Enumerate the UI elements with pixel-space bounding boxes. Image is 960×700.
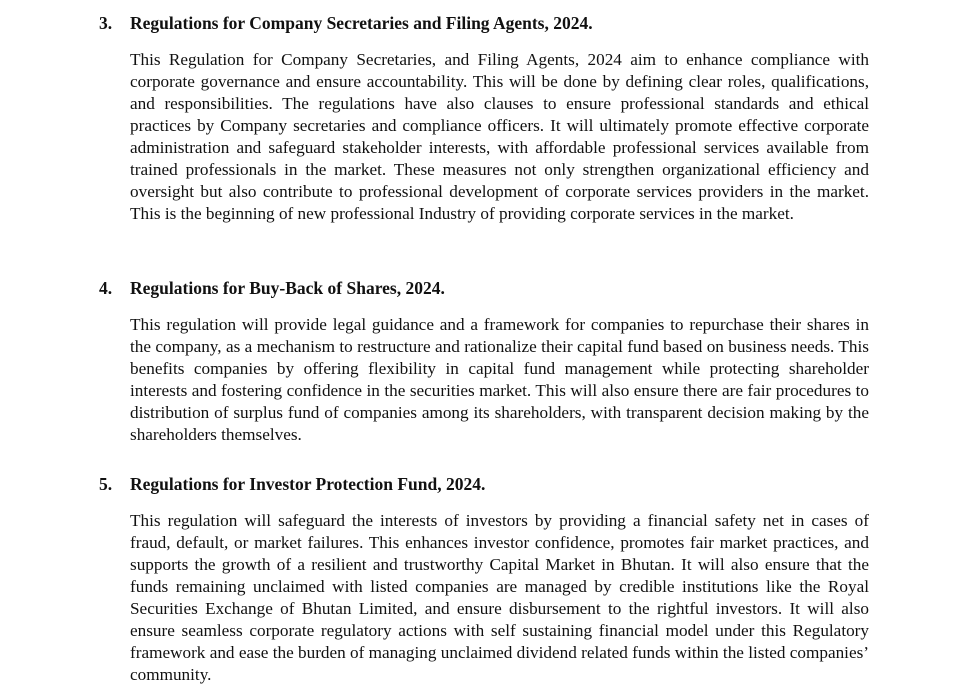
section-heading [99,277,869,299]
section-number: 5. [99,474,113,494]
section-number: 3. [99,13,113,33]
section-title: Regulations for Company Secretaries and Filing Agents, 2024. [130,13,593,33]
section-body: This regulation will safeguard the interests of investors by providing a financial safety net in cases of fraud, default, or market failures. This enhances investor confidence, promotes fair market practices, and supports the growth of a resilient and trustworthy Capital Market in Bhutan. It will also ensure that the funds remaining unclaimed with listed companies are managed by credible institutions like the Royal Securities Exchange of Bhutan Limited, and ensure disbursement to the rightful investors. It will also ensure seamless corporate regulatory actions with self sustaining financial model under this Regulatory framework and ease the burden of managing unclaimed dividend related funds within the listed companies’ community. [130,511,869,684]
section-title: Regulations for Buy-Back of Shares, 2024. [130,278,445,298]
section-heading [99,12,869,34]
section-title: Regulations for Investor Protection Fund, 2024. [130,474,486,494]
section-company-secretaries [99,12,869,225]
section-heading [99,473,869,495]
section-investor-protection-fund [99,473,869,686]
section-number: 4. [99,278,113,298]
section-body: This regulation will provide legal guidance and a framework for companies to repurchase their shares in the company, as a mechanism to restructure and rationalize their capital fund based on business needs. This benefits companies by offering flexibility in capital fund management while protecting shareholder interests and fostering confidence in the securities market. This will also ensure there are fair procedures to distribution of surplus fund of companies among its shareholders, with transparent decision making by the shareholders themselves. [130,315,869,444]
section-buy-back-of-shares [99,277,869,446]
section-body: This Regulation for Company Secretaries, and Filing Agents, 2024 aim to enhance compliance with corporate governance and ensure accountability. This will be done by defining clear roles, qualifications, and responsibilities. The regulations have also clauses to ensure professional standards and ethical practices by Company secretaries and compliance officers. It will ultimately promote effective corporate administration and safeguard stakeholder interests, with affordable professional services available from trained professionals in the market. These measures not only strengthen organizational efficiency and oversight but also contribute to professional development of corporate services providers in the market. This is the beginning of new professional Industry of providing corporate services in the market. [130,50,869,223]
